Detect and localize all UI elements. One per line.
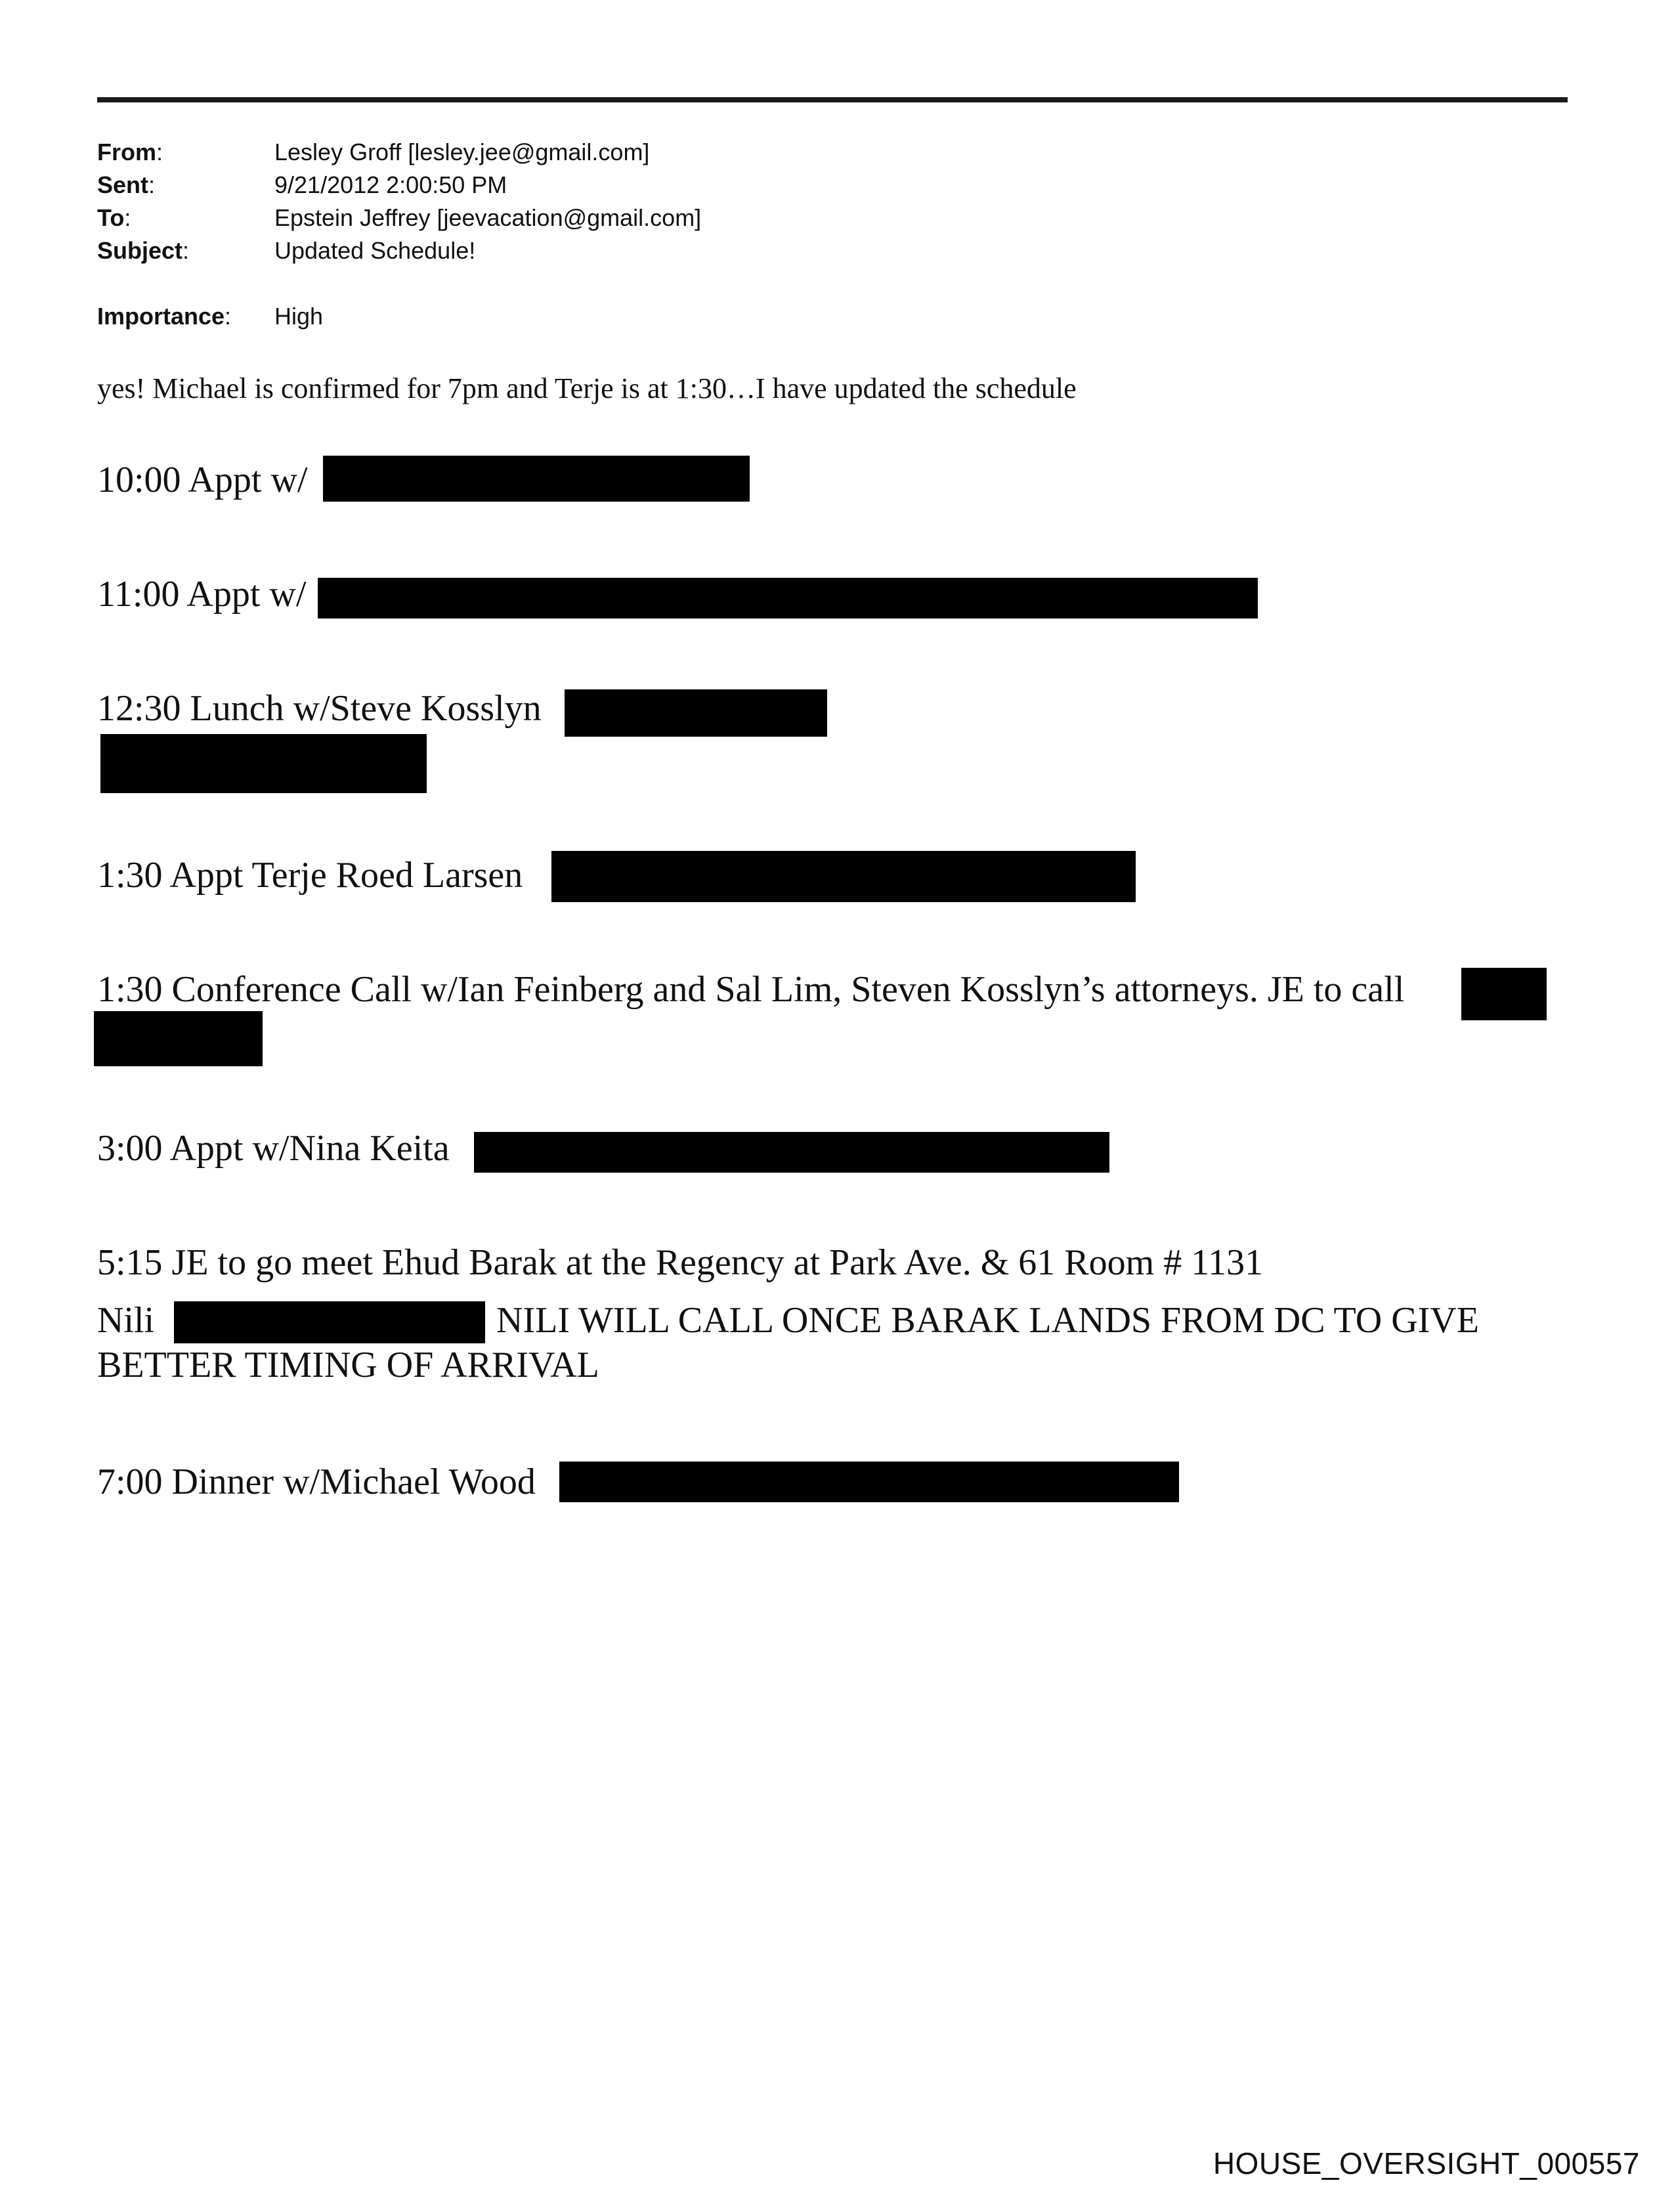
importance-row (97, 300, 323, 333)
from-row (97, 136, 649, 169)
redaction-box (174, 1301, 485, 1343)
schedule-line-130-call: 1:30 Conference Call w/Ian Feinberg and Sal Lim, Steven Kosslyn’s attorneys. JE to call (97, 969, 1405, 1010)
sent-value: 9/21/2012 2:00:50 PM (274, 171, 507, 198)
redaction-box (1461, 968, 1547, 1020)
subject-label: Subject: (97, 237, 190, 264)
to-value: Epstein Jeffrey [jeevacation@gmail.com] (274, 204, 702, 231)
redaction-box (318, 578, 1258, 618)
schedule-line-1100: 11:00 Appt w/ (97, 574, 307, 615)
schedule-line-130-appt: 1:30 Appt Terje Roed Larsen (97, 855, 523, 896)
to-row (97, 202, 701, 234)
sent-row (97, 169, 507, 202)
header-rule (97, 97, 1568, 102)
schedule-line-1230: 12:30 Lunch w/Steve Kosslyn (97, 688, 542, 729)
redaction-box (100, 734, 427, 793)
sent-label: Sent: (97, 171, 156, 198)
subject-row (97, 234, 475, 267)
importance-value: High (274, 303, 324, 330)
schedule-line-1000: 10:00 Appt w/ (97, 460, 308, 500)
redaction-box (565, 689, 827, 737)
from-value: Lesley Groff [lesley.jee@gmail.com] (274, 139, 650, 165)
subject-value: Updated Schedule! (274, 237, 476, 264)
redaction-box (559, 1462, 1179, 1502)
schedule-line-nili-note-cont: BETTER TIMING OF ARRIVAL (97, 1345, 599, 1385)
redaction-box (323, 456, 750, 502)
redaction-box (551, 851, 1136, 902)
schedule-line-nili-note: NILI WILL CALL ONCE BARAK LANDS FROM DC TO GIVE (496, 1300, 1479, 1341)
schedule-line-300: 3:00 Appt w/Nina Keita (97, 1128, 450, 1169)
to-label: To: (97, 204, 131, 231)
intro-line: yes! Michael is confirmed for 7pm and Terje is at 1:30…I have updated the schedule (97, 372, 1077, 404)
bates-number: HOUSE_OVERSIGHT_000557 (1213, 2146, 1640, 2180)
from-label: From: (97, 139, 163, 165)
importance-label: Importance: (97, 303, 232, 330)
redaction-box (94, 1011, 263, 1066)
schedule-line-nili: Nili (97, 1300, 155, 1341)
schedule-line-700: 7:00 Dinner w/Michael Wood (97, 1462, 536, 1502)
schedule-line-515: 5:15 JE to go meet Ehud Barak at the Regency at Park Ave. & 61 Room # 1131 (97, 1242, 1264, 1283)
redaction-box (474, 1132, 1109, 1173)
